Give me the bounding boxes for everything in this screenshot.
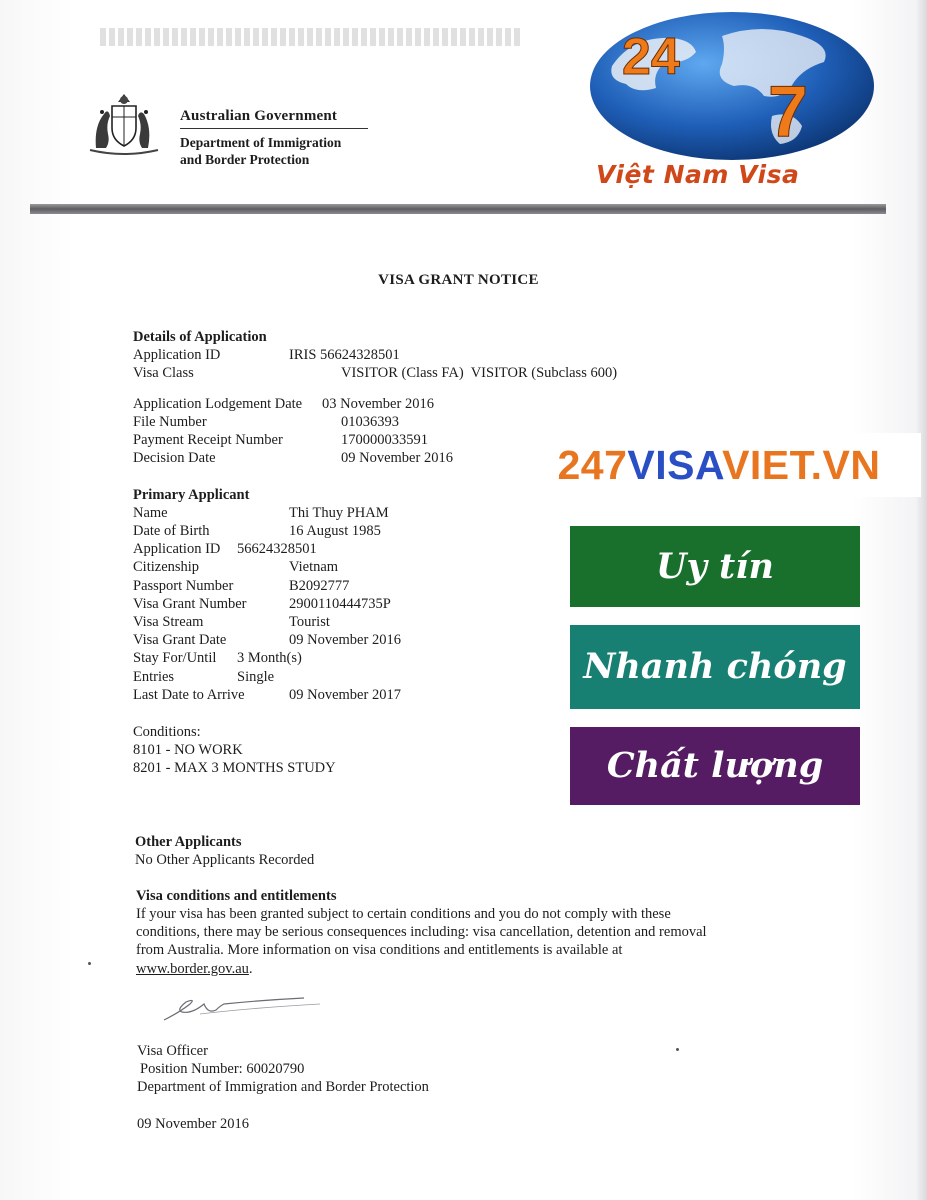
entitlements-heading: Visa conditions and entitlements xyxy=(136,888,337,904)
entitlements-line: If your visa has been granted subject to certain conditions and you do not comply with these xyxy=(136,906,671,922)
name-value: Thi Thuy PHAM xyxy=(289,505,389,521)
department-name xyxy=(180,134,380,168)
entries-label: Entries xyxy=(133,669,175,685)
website-banner xyxy=(517,433,921,497)
officer-department: Department of Immigration and Border Protection xyxy=(137,1079,429,1095)
entitlements-line: from Australia. More information on visa conditions and entitlements is available at xyxy=(136,942,623,958)
speck xyxy=(676,1048,679,1051)
grant-number-value: 2900110444735P xyxy=(289,596,391,612)
badge-quality: Chất lượng xyxy=(570,727,860,805)
site-part-247: 247 xyxy=(557,442,628,488)
notice-date: 09 November 2016 xyxy=(137,1116,249,1132)
receipt-value: 170000033591 xyxy=(341,432,428,448)
app-id-value: IRIS 56624328501 xyxy=(289,347,400,363)
dob-value: 16 August 1985 xyxy=(289,523,381,539)
last-date-value: 09 November 2017 xyxy=(289,687,401,703)
stream-label: Visa Stream xyxy=(133,614,204,630)
visa-class-label: Visa Class xyxy=(133,365,194,381)
logo-number-24: 24 xyxy=(622,28,680,86)
border-link-line xyxy=(136,960,253,978)
visa-class-value: VISITOR (Class FA) VISITOR (Subclass 600) xyxy=(341,365,618,381)
lodgement-label: Application Lodgement Date xyxy=(133,396,303,412)
citizenship-label: Citizenship xyxy=(133,559,200,575)
site-part-visa: VISA xyxy=(627,442,723,488)
notice-title: VISA GRANT NOTICE xyxy=(378,272,539,288)
header-divider xyxy=(180,128,368,129)
primary-app-id-label: Application ID xyxy=(133,541,221,557)
citizenship-value: Vietnam xyxy=(289,559,339,575)
coat-of-arms-icon xyxy=(84,90,164,156)
last-date-label: Last Date to Arrive xyxy=(133,687,245,703)
logo-caption: Việt Nam Visa xyxy=(596,160,800,189)
government-name: Australian Government xyxy=(180,108,338,124)
name-label: Name xyxy=(133,505,168,521)
other-applicants-text: No Other Applicants Recorded xyxy=(135,852,315,868)
decision-label: Decision Date xyxy=(133,450,216,466)
department-line-2: and Border Protection xyxy=(180,152,310,167)
logo-number-7: 7 xyxy=(768,72,809,152)
primary-heading: Primary Applicant xyxy=(133,487,250,503)
department-line-1: Department of Immigration xyxy=(180,135,342,150)
site-part-vietvn: VIET.VN xyxy=(722,442,881,488)
grant-number-label: Visa Grant Number xyxy=(133,596,247,612)
entries-value: Single xyxy=(237,669,275,685)
other-applicants-heading: Other Applicants xyxy=(135,834,242,850)
passport-value: B2092777 xyxy=(289,578,350,594)
file-number-label: File Number xyxy=(133,414,207,430)
show-through-text xyxy=(100,28,520,46)
officer-signature xyxy=(160,980,330,1026)
lodgement-value: 03 November 2016 xyxy=(322,396,434,412)
officer-title: Visa Officer xyxy=(137,1043,208,1059)
condition-item: 8101 - NO WORK xyxy=(133,742,243,758)
speck xyxy=(88,962,91,965)
entitlements-line: conditions, there may be serious consequences including: visa cancellation, detention and removal xyxy=(136,924,707,940)
page-edge-shadow xyxy=(917,0,927,1200)
condition-item: 8201 - MAX 3 MONTHS STUDY xyxy=(133,760,336,776)
link-suffix: . xyxy=(248,961,253,977)
stay-value: 3 Month(s) xyxy=(237,650,302,666)
border-gov-link[interactable]: www.border.gov.au xyxy=(136,961,249,977)
grant-date-value: 09 November 2016 xyxy=(289,632,401,648)
badge-fast: Nhanh chóng xyxy=(570,625,860,709)
conditions-heading: Conditions: xyxy=(133,724,201,740)
stay-label: Stay For/Until xyxy=(133,650,217,666)
primary-app-id-value: 56624328501 xyxy=(237,541,317,557)
badge-trust: Uy tín xyxy=(570,526,860,607)
file-number-value: 01036393 xyxy=(341,414,399,430)
header-rule xyxy=(30,204,886,214)
app-id-label: Application ID xyxy=(133,347,221,363)
receipt-label: Payment Receipt Number xyxy=(133,432,283,448)
decision-value: 09 November 2016 xyxy=(341,450,453,466)
dob-label: Date of Birth xyxy=(133,523,210,539)
grant-date-label: Visa Grant Date xyxy=(133,632,227,648)
stream-value: Tourist xyxy=(289,614,330,630)
application-heading: Details of Application xyxy=(133,329,267,345)
passport-label: Passport Number xyxy=(133,578,234,594)
officer-position: Position Number: 60020790 xyxy=(140,1061,305,1077)
